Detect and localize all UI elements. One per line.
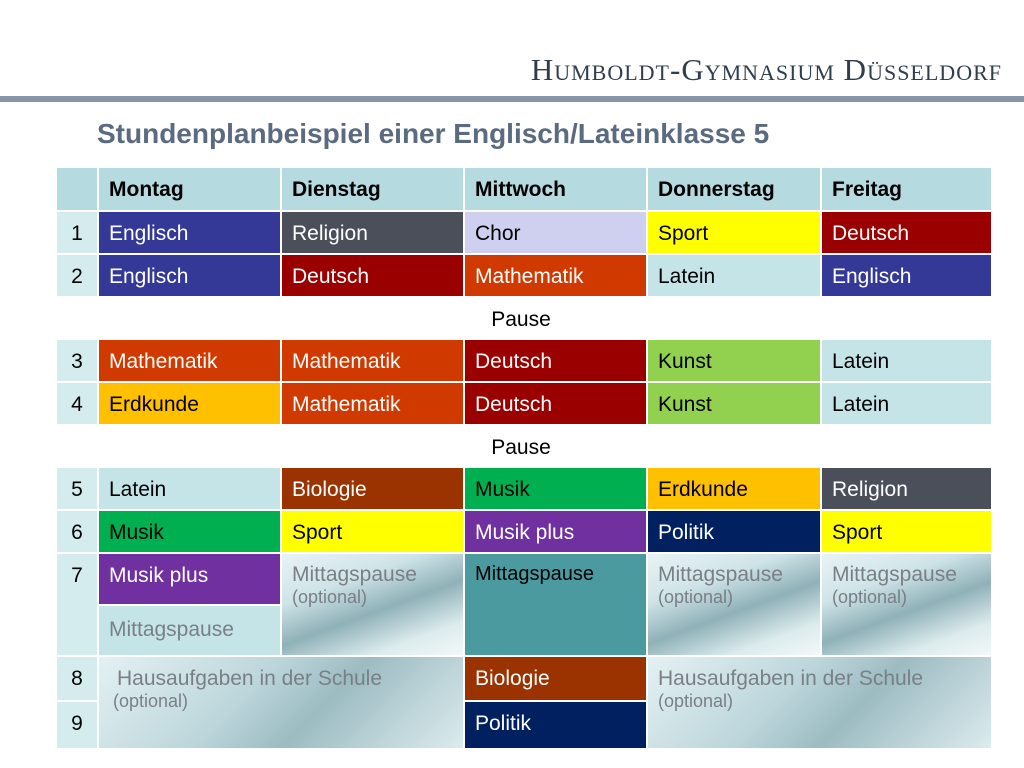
pause-label: Pause — [491, 308, 551, 331]
lesson-cell: Latein — [648, 255, 820, 296]
optional-note: (optional) — [832, 587, 908, 607]
lesson-cell: Musik — [465, 468, 646, 509]
lesson-cell: Sport — [282, 511, 463, 552]
period-number: 9 — [57, 702, 97, 748]
optional-note: (optional) — [658, 691, 734, 711]
header-dienstag: Dienstag — [282, 168, 463, 210]
lesson-cell: Latein — [822, 383, 991, 424]
header-divider — [0, 96, 1024, 102]
homework-block — [648, 657, 991, 748]
lesson-cell: Religion — [282, 212, 463, 253]
lesson-cell: Sport — [648, 212, 820, 253]
school-name: Humboldt-Gymnasium Düsseldorf — [530, 52, 1002, 87]
lunch-break-label: Mittagspause — [658, 563, 783, 586]
period-number: 3 — [57, 340, 97, 381]
lesson-cell: Chor — [465, 212, 646, 253]
lunch-break-cell — [822, 554, 991, 655]
pause-label: Pause — [491, 436, 551, 459]
header-montag: Montag — [99, 168, 280, 210]
header-donnerstag: Donnerstag — [648, 168, 820, 210]
lunch-break-cell: Mittagspause — [99, 606, 280, 655]
period-number: 8 — [57, 657, 97, 700]
period-number: 2 — [57, 255, 97, 296]
header-mittwoch: Mittwoch — [465, 168, 646, 210]
lesson-cell: Mathematik — [465, 255, 646, 296]
lesson-cell: Musik plus — [99, 554, 280, 604]
lesson-cell: Kunst — [648, 383, 820, 424]
lesson-cell: Mathematik — [282, 383, 463, 424]
period-number: 4 — [57, 383, 97, 424]
optional-note: (optional) — [113, 691, 189, 711]
lesson-cell: Politik — [465, 702, 646, 748]
lunch-break-cell: Mittagspause — [465, 554, 646, 655]
lesson-cell: Latein — [99, 468, 280, 509]
lesson-cell: Musik — [99, 511, 280, 552]
lesson-cell: Erdkunde — [648, 468, 820, 509]
homework-label: Hausaufgaben in der Schule — [658, 667, 924, 690]
homework-block — [99, 657, 463, 748]
lesson-cell: Sport — [822, 511, 991, 552]
lesson-cell: Mathematik — [282, 340, 463, 381]
lesson-cell: Englisch — [99, 255, 280, 296]
lunch-break-label: Mittagspause — [292, 563, 417, 586]
header-freitag: Freitag — [822, 168, 991, 210]
page-title: Stundenplanbeispiel einer Englisch/Lateinklasse 5 — [97, 118, 770, 149]
period-number: 7 — [57, 554, 97, 655]
lesson-cell: Politik — [648, 511, 820, 552]
lesson-cell: Kunst — [648, 340, 820, 381]
lesson-cell: Deutsch — [282, 255, 463, 296]
homework-label: Hausaufgaben in der Schule — [117, 667, 383, 690]
header-corner — [57, 168, 97, 210]
lesson-cell: Latein — [822, 340, 991, 381]
period-number: 5 — [57, 468, 97, 509]
lesson-cell: Religion — [822, 468, 991, 509]
lunch-break-cell — [282, 554, 463, 655]
lesson-cell: Englisch — [99, 212, 280, 253]
lesson-cell: Deutsch — [822, 212, 991, 253]
lesson-cell: Mathematik — [99, 340, 280, 381]
period-number: 1 — [57, 212, 97, 253]
lesson-cell: Englisch — [822, 255, 991, 296]
lunch-break-label: Mittagspause — [832, 563, 957, 586]
optional-note: (optional) — [658, 587, 734, 607]
lesson-cell: Musik plus — [465, 511, 646, 552]
optional-note: (optional) — [292, 587, 368, 607]
period-number: 6 — [57, 511, 97, 552]
lesson-cell: Deutsch — [465, 383, 646, 424]
lesson-cell: Deutsch — [465, 340, 646, 381]
lesson-cell: Biologie — [282, 468, 463, 509]
lesson-cell: Erdkunde — [99, 383, 280, 424]
lunch-break-cell — [648, 554, 820, 655]
lesson-cell: Biologie — [465, 657, 646, 700]
